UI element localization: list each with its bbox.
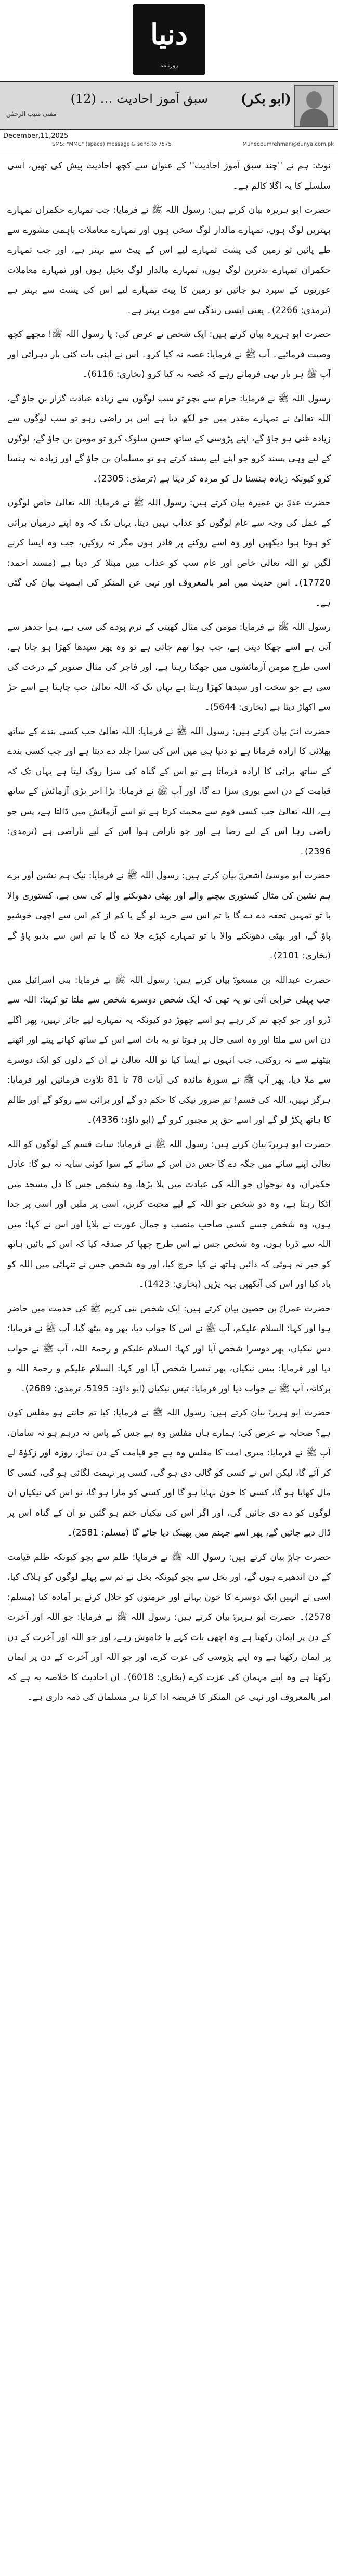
logo-subtext: روزنامہ <box>160 62 178 69</box>
article-paragraph: حضرت ابو ہریرہؓ بیان کرتے ہیں: رسول اللہ ﷺ نے فرمایا: سات قسم کے لوگوں کو اللہ تعالیٰ اپنے سائے میں جگہ دے گا جس دن اس کے سائے کے سوا کوئی سایہ نہ ہو گا: عادل حکمران، وہ نوجوان جو اللہ کی عبادت میں پلا بڑھا، وہ شخص جس کا دل مسجد میں اٹکا رہتا ہے، وہ دو شخص جو اللہ کے لیے محبت کریں، اسی پر ملیں اور اسی پر جدا ہوں، وہ شخص جسے کسی صاحبِ منصب و جمال عورت نے بلایا اور اس نے کہا: میں اللہ سے ڈرتا ہوں، وہ شخص جس نے اس طرح چھپا کر صدقہ کیا کہ اس کے بائیں ہاتھ کو خبر نہ ہوئی کہ دائیں ہاتھ نے کیا خرچ کیا، اور وہ شخص جس نے تنہائی میں اللہ کو یاد کیا اور اس کی آنکھیں بہہ پڑیں (بخاری: 1423)۔ <box>7 1139 331 1290</box>
author-photo-body <box>300 109 328 126</box>
column-name: (ابو بکر) <box>240 92 291 107</box>
meta-bar <box>0 130 338 151</box>
article-paragraph: حضرت عدیؓ بن عمیرہ بیان کرتے ہیں: رسول اللہ ﷺ نے فرمایا: اللہ تعالیٰ خاص لوگوں کے عمل کی وجہ سے عام لوگوں کو عذاب نہیں دیتا، یہاں تک کہ وہ اپنے درمیان برائی کو ہوتا ہوا دیکھیں اور وہ اسے روکنے پر قادر ہوں مگر نہ روکیں، جب وہ ایسا کرنے لگیں تو اللہ تعالیٰ خاص اور عام سب کو عذاب میں مبتلا کر دیتا ہے (مسند احمد: 17720)۔ اس حدیث میں امر بالمعروف اور نہی عن المنکر کی اہمیت بیان کی گئی ہے۔ <box>7 498 331 608</box>
author-photo <box>294 85 334 127</box>
article-paragraph: حضرت انسؓ بیان کرتے ہیں: رسول اللہ ﷺ نے فرمایا: اللہ تعالیٰ جب کسی بندے کے ساتھ بھلائی کا ارادہ فرماتا ہے تو دنیا ہی میں اس کی سزا جلد دے دیتا ہے اور جب کسی بندے کے ساتھ برائی کا ارادہ فرماتا ہے تو اس کے گناہ کی سزا روک لیتا ہے یہاں تک کہ قیامت کے دن اسے پوری سزا دے گا، اور آپ ﷺ نے فرمایا: بڑا اجر بڑی آزمائش کے ساتھ ہے، اللہ تعالیٰ جب کسی قوم سے محبت کرتا ہے تو اسے آزمائش میں ڈالتا ہے، پس جو راضی رہا اس کے لیے رضا ہے اور جو ناراض ہوا اس کے لیے ناراضی ہے (ترمذی: 2396)۔ <box>7 726 331 857</box>
column-title: سبق آموز احادیث … (12) <box>70 92 208 106</box>
article-paragraph: حضرت ابو ہریرہ بیان کرتے ہیں: رسول اللہ ﷺ نے فرمایا: جب تمہارے حکمران تمہارے بہترین لوگ ہوں، تمہارے مالدار لوگ سخی ہوں اور تمہارے معاملات باہمی مشورے سے طے پائیں تو زمین کی پشت تمہارے لیے اس کے پیٹ سے بہتر ہے، اور جب تمہارے حکمران تمہارے بدترین لوگ ہوں، تمہارے مالدار لوگ بخیل ہوں اور تمہارے معاملات عورتوں کے سپرد ہو جائیں تو زمین کا پیٹ تمہارے لیے اس کی پشت سے بہتر ہے (ترمذی: 2266)۔ یعنی ایسی زندگی سے موت بہتر ہے۔ <box>7 205 331 316</box>
author-email: Muneebumrehman@dunya.com.pk <box>242 141 334 147</box>
article-paragraph: نوٹ: ہم نے ''چند سبق آموز احادیث'' کے عنوان سے کچھ احادیث پیش کی تھیں، اسی سلسلے کا یہ اگلا کالم ہے۔ <box>7 161 331 191</box>
article-paragraph: حضرت ابو ہریرہؓ بیان کرتے ہیں: رسول اللہ ﷺ نے فرمایا: کیا تم جانتے ہو مفلس کون ہے؟ صحابہ نے عرض کی: ہمارے ہاں مفلس وہ ہے جس کے پاس نہ درہم ہو نہ سامان، آپ ﷺ نے فرمایا: میری امت کا مفلس وہ ہے جو قیامت کے دن نماز، روزہ اور زکوٰۃ لے کر آئے گا، لیکن اس نے کسی کو گالی دی ہو گی، کسی پر تہمت لگائی ہو گی، کسی کا مال کھایا ہو گا، کسی کا خون بہایا ہو گا اور کسی کو مارا ہو گا، تو اس کی نیکیاں ان لوگوں کو دے دی جائیں گی، اور اگر اس کی نیکیاں ختم ہو گئیں تو ان کے گناہ اس پر ڈال دیے جائیں گے، پھر اسے جہنم میں پھینک دیا جائے گا (مسلم: 2581)۔ <box>7 1408 331 1538</box>
article-body <box>7 156 331 2564</box>
article-paragraph: حضرت عبداللہ بن مسعودؓ بیان کرتے ہیں: رسول اللہ ﷺ نے فرمایا: بنی اسرائیل میں جب پہلی خرابی آئی تو یہ تھی کہ ایک شخص دوسرے شخص سے ملتا تو کہتا: اللہ سے ڈرو اور جو کچھ تم کر رہے ہو اسے چھوڑ دو کیونکہ یہ تمہارے لیے جائز نہیں، پھر اگلے دن اس سے ملتا اور وہ اسی حال پر ہوتا تو یہ بات اسے اس کے ساتھ کھانے پینے اور اٹھنے بیٹھنے سے نہ روکتی، جب انہوں نے ایسا کیا تو اللہ تعالیٰ نے ان کے دلوں کو ایک دوسرے سے ملا دیا، پھر آپ ﷺ نے سورۂ مائدہ کی آیات 78 تا 81 تلاوت فرمائیں اور فرمایا: ہرگز نہیں، اللہ کی قسم! تم ضرور نیکی کا حکم دو گے اور برائی سے روکو گے اور ظالم کا ہاتھ پکڑ لو گے اور اسے حق پر مجبور کرو گے (ابو داؤد: 4336)۔ <box>7 974 331 1125</box>
masthead <box>0 0 338 79</box>
newspaper-logo <box>133 4 205 75</box>
author-name: مفتی منیب الرحمٰن <box>6 110 57 118</box>
article-paragraph: حضرت ابو ہریرہ بیان کرتے ہیں: ایک شخص نے عرض کی: یا رسول اللہ ﷺ! مجھے کچھ وصیت فرمائیے۔ آپ ﷺ نے فرمایا: غصہ نہ کیا کرو۔ اس نے اپنی بات کئی بار دہرائی اور آپ ﷺ ہر بار یہی فرماتے رہے کہ غصہ نہ کیا کرو (بخاری: 6116)۔ <box>7 329 331 380</box>
article-paragraph: حضرت جابرؓ بیان کرتے ہیں: رسول اللہ ﷺ نے فرمایا: ظلم سے بچو کیونکہ ظلم قیامت کے دن اندھیرے ہوں گے، اور بخل سے بچو کیونکہ بخل نے تم سے پہلے لوگوں کو ہلاک کیا، اسی نے انہیں ایک دوسرے کا خون بہانے اور حرمتوں کو حلال کرنے پر آمادہ کیا (مسلم: 2578)۔ حضرت ابو ہریرہؓ بیان کرتے ہیں: رسول اللہ ﷺ نے فرمایا: جو اللہ اور آخرت کے دن پر ایمان رکھتا ہے وہ اچھی بات کہے یا خاموش رہے، اور جو اللہ اور آخرت کے دن پر ایمان رکھتا ہے وہ اپنے پڑوسی کی عزت کرے، اور جو اللہ اور آخرت کے دن پر ایمان رکھتا ہے وہ اپنے مہمان کی عزت کرے (بخاری: 6018)۔ ان احادیث کا خلاصہ یہ ہے کہ امر بالمعروف اور نہی عن المنکر کا فریضہ ادا کرنا ہر مسلمان کی ذمہ داری ہے۔ <box>7 1552 331 1702</box>
article-paragraph: حضرت ابو موسیٰ اشعریؓ بیان کرتے ہیں: رسول اللہ ﷺ نے فرمایا: نیک ہم نشین اور برے ہم نشین کی مثال کستوری بیچنے والے اور بھٹی دھونکنے والے کی سی ہے، کستوری والا یا تو تمہیں تحفہ دے دے گا یا تم اس سے خرید لو گے یا کم از کم اس سے اچھی خوشبو پاؤ گے، اور بھٹی دھونکنے والا یا تو تمہارے کپڑے جلا دے گا یا تم اس سے بدبو پاؤ گے (بخاری: 2101)۔ <box>7 870 331 961</box>
article-paragraph: رسول اللہ ﷺ نے فرمایا: مومن کی مثال کھیتی کے نرم پودے کی سی ہے، ہوا جدھر سے آتی ہے اسے جھکا دیتی ہے، جب ہوا تھم جاتی ہے تو وہ پھر سیدھا کھڑا ہو جاتا ہے، اسی طرح مومن آزمائشوں میں جھکتا رہتا ہے، اور فاجر کی مثال صنوبر کے درخت کی سی ہے جو سخت اور سیدھا کھڑا رہتا ہے یہاں تک کہ اللہ تعالیٰ جب چاہتا ہے اسے جڑ سے اکھاڑ دیتا ہے (بخاری: 5644)۔ <box>7 622 331 712</box>
sms-info: SMS: "MMC" (space) message & send to 7575 <box>52 141 172 147</box>
column-header <box>0 81 338 130</box>
logo-text: دنیا <box>150 18 188 51</box>
article-paragraph: حضرت عمرانؓ بن حصین بیان کرتے ہیں: ایک شخص نبی کریم ﷺ کی خدمت میں حاضر ہوا اور کہا: السلام علیکم، آپ ﷺ نے اس کا جواب دیا، پھر وہ بیٹھ گیا، آپ ﷺ نے فرمایا: دس نیکیاں، پھر دوسرا شخص آیا اور کہا: السلام علیکم و رحمۃ اللہ، آپ ﷺ نے جواب دیا اور فرمایا: بیس نیکیاں، پھر تیسرا شخص آیا اور کہا: السلام علیکم و رحمۃ اللہ و برکاتہ، آپ ﷺ نے جواب دیا اور فرمایا: تیس نیکیاں (ابو داؤد: 5195، ترمذی: 2689)۔ <box>7 1303 331 1394</box>
publish-date: December,11,2025 <box>3 132 69 140</box>
article-paragraph: رسول اللہ ﷺ نے فرمایا: حرام سے بچو تو سب لوگوں سے زیادہ عبادت گزار بن جاؤ گے، اللہ تعالیٰ نے تمہارے مقدر میں جو لکھ دیا ہے اس پر راضی رہو تو سب لوگوں سے زیادہ غنی ہو جاؤ گے، اپنے پڑوسی کے ساتھ حسنِ سلوک کرو تو مومن بن جاؤ گے، لوگوں کے لیے وہی پسند کرو جو اپنے لیے پسند کرتے ہو تو مسلمان بن جاؤ گے اور زیادہ نہ ہنسا کرو کیونکہ زیادہ ہنسنا دل کو مردہ کر دیتا ہے (ترمذی: 2305)۔ <box>7 393 331 484</box>
author-photo-head <box>306 91 322 109</box>
